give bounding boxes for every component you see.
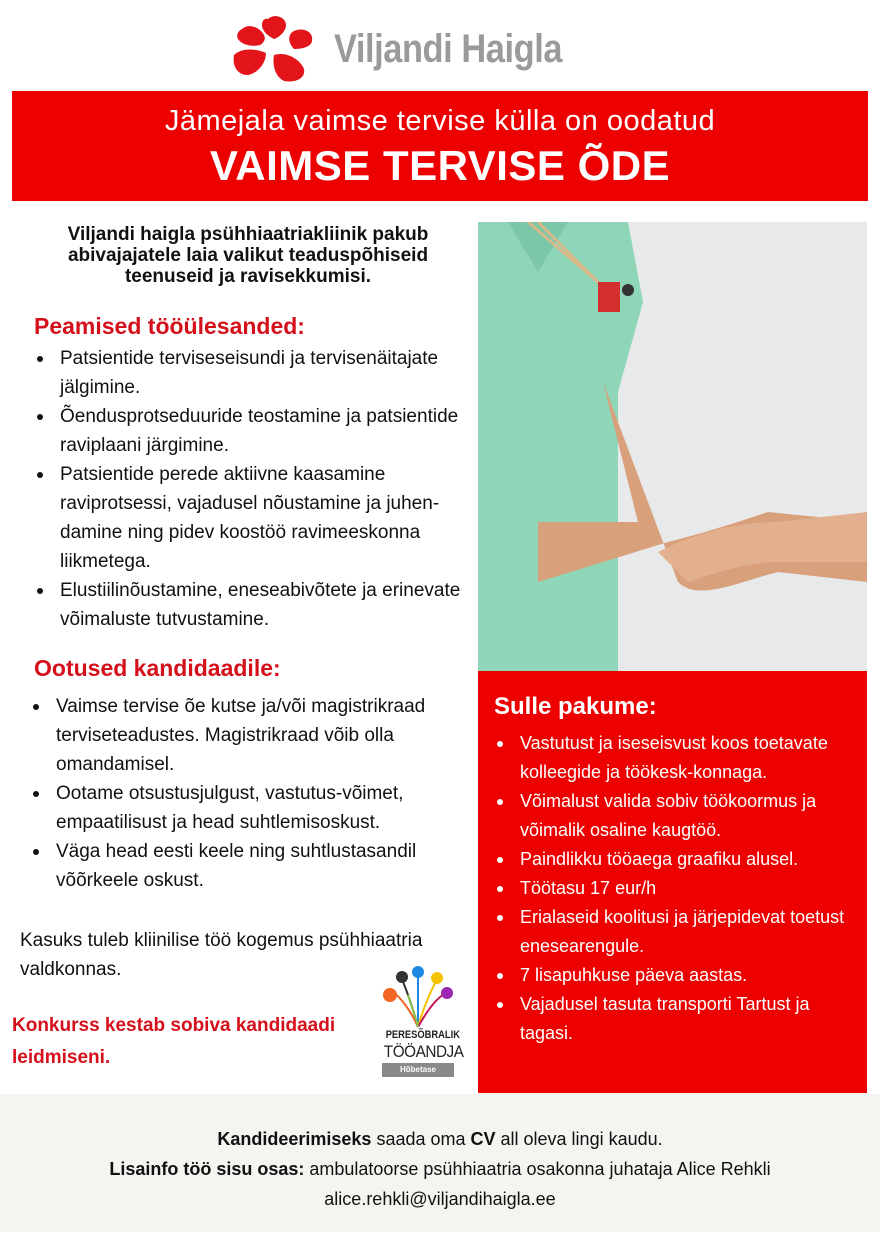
- hospital-logo: [228, 14, 599, 84]
- banner-subtitle: Jämejala vaimse tervise külla on oodatud: [164, 105, 716, 137]
- job-title: VAIMSE TERVISE ÕDE: [209, 142, 671, 189]
- list-item: Paindlikku tööaega graafiku alusel.: [494, 845, 864, 874]
- list-item: Õendusprotseduuride teostamine ja patsientide raviplaani järgimine.: [34, 402, 474, 460]
- deadline-note: Konkurss kestab sobiva kandidaadi leidmiseni.: [12, 1015, 336, 1068]
- list-item: Patsientide terviseseisundi ja tervisenäitajate jälgimine.: [34, 344, 474, 402]
- photo-nurse-hands: [478, 222, 867, 671]
- apply-text: saada oma: [371, 1129, 471, 1149]
- list-item: Vaimse tervise õe kutse ja/või magistrikraad terviseteadustes. Magistrikraad võib olla omandamisel.: [30, 692, 470, 779]
- list-item: Võimalust valida sobiv töökoormus ja võimalik osaline kaugtöö.: [494, 787, 864, 845]
- apply-label: Kandideerimiseks: [217, 1129, 372, 1149]
- list-item: Vastutust ja iseseisvust koos toetavate kolleegide ja töökesk-konnaga.: [494, 729, 864, 787]
- photo-illustration: [478, 222, 867, 671]
- cv-label: CV: [470, 1129, 496, 1149]
- list-item: Vajadusel tasuta transporti Tartust ja tagasi.: [494, 990, 864, 1048]
- title-banner: [12, 91, 868, 201]
- intro-text: Viljandi haigla psühhiaatriakliinik pakub abivajajatele laia valikut teaduspõhiseid teenuseid ja ravisekkumisi.: [67, 224, 429, 287]
- offer-box: [478, 671, 867, 1093]
- tasks-heading: Peamised tööülesanded:: [34, 313, 305, 339]
- list-item: Elustiilinõustamine, eneseabivõtete ja erinevate võimaluste tutvustamine.: [34, 576, 474, 634]
- expectations-list: [30, 692, 470, 895]
- badge-line1: PERESÕBRALIK: [385, 1029, 460, 1041]
- offer-list: [494, 729, 864, 1048]
- apply-text-end: all oleva lingi kaudu.: [495, 1129, 663, 1149]
- offer-heading: Sulle pakume:: [494, 693, 657, 720]
- contact-email[interactable]: alice.rehkli@viljandihaigla.ee: [324, 1189, 556, 1209]
- contact-footer: [0, 1094, 880, 1232]
- tasks-list: [34, 344, 474, 634]
- badge-line2: TÖÖANDJA: [383, 1042, 464, 1061]
- badge-level: Hõbetase: [382, 1063, 454, 1077]
- list-item: Erialaseid koolitusi ja järjepidevat toetust enesearengule.: [494, 903, 864, 961]
- list-item: Patsientide perede aktiivne kaasamine raviprotsessi, vajadusel nõustamine ja juhen-damine ning pidev koostöö ravimeeskonna liikmetega.: [34, 460, 474, 576]
- family-friendly-employer-badge: [380, 965, 464, 1080]
- list-item: Ootame otsustusjulgust, vastutus-võimet, empaatilisust ja head suhtlemisoskust.: [30, 779, 470, 837]
- contact-person: ambulatoorse psühhiaatria osakonna juhataja Alice Rehkli: [304, 1159, 771, 1179]
- info-label: Lisainfo töö sisu osas:: [109, 1159, 305, 1179]
- apply-line: [0, 1124, 880, 1154]
- hospital-name: Viljandi Haigla: [334, 26, 563, 71]
- list-item: 7 lisapuhkuse päeva aastas.: [494, 961, 864, 990]
- list-item: Väga head eesti keele ning suhtlustasandil võõrkeele oskust.: [30, 837, 470, 895]
- family-tree-badge-icon: [380, 965, 456, 1029]
- clover-heart-logo-icon: [228, 15, 332, 83]
- list-item: Töötasu 17 eur/h: [494, 874, 864, 903]
- bonus-note: Kasuks tuleb kliinilise töö kogemus psühhiaatria valdkonnas.: [20, 930, 423, 980]
- info-line: [0, 1154, 880, 1184]
- expectations-heading: Ootused kandidaadile:: [34, 655, 281, 681]
